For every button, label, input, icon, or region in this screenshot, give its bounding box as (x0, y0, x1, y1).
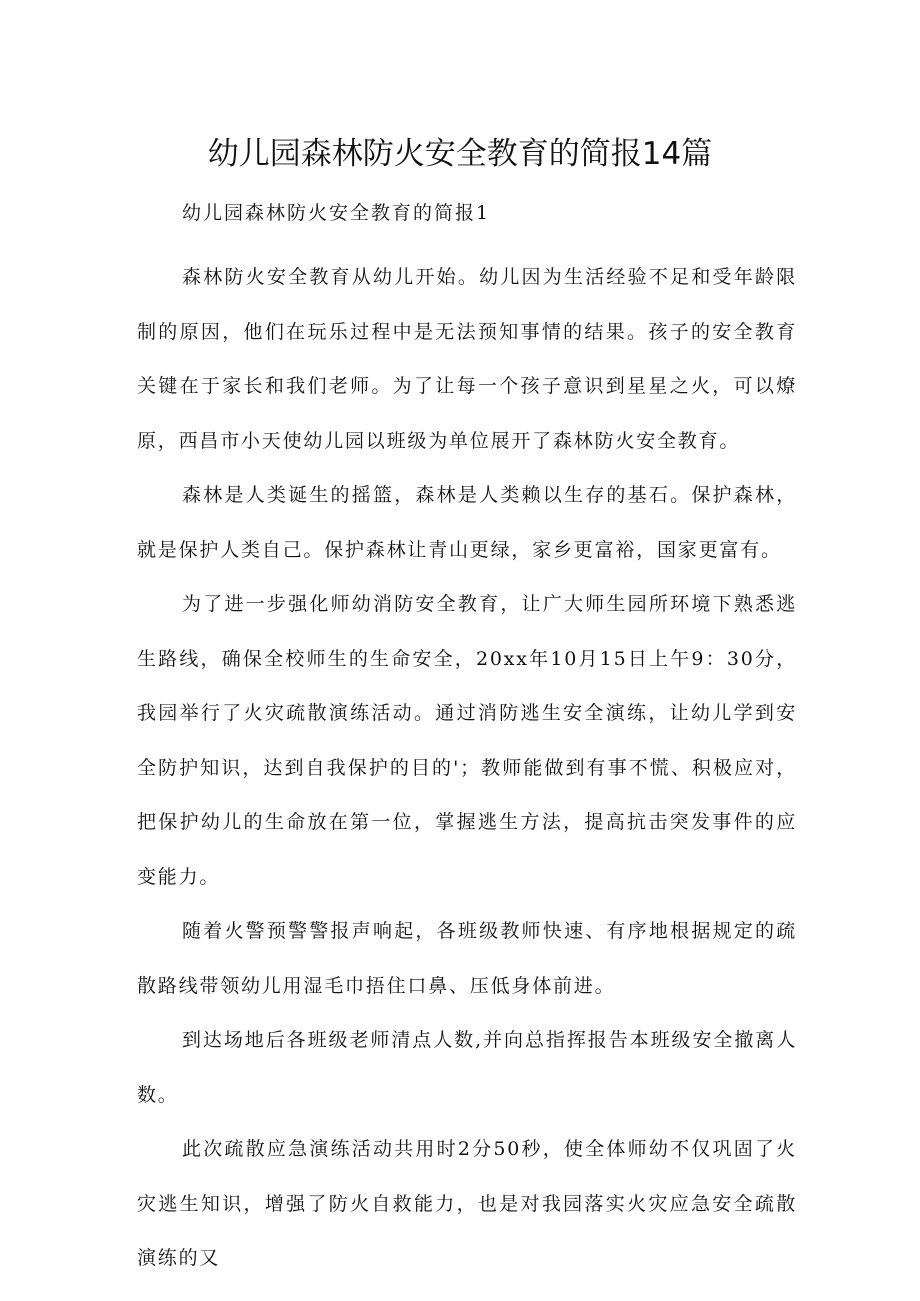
paragraph-4: 随着火警预警警报声响起，各班级教师快速、有序地根据规定的疏散路线带领幼儿用湿毛巾捂住口鼻、压低身体前进。 (137, 920, 797, 997)
paragraph-6: 此次疏散应急演练活动共用时2分50秒，使全体师幼不仅巩固了火灾逃生知识，增强了防火自救能力，也是对我园落实火灾应急安全疏散演练的又 (137, 1138, 797, 1269)
document-body (137, 250, 797, 1286)
paragraph-5: 到达场地后各班级老师清点人数,并向总指挥报告本班级安全撤离人数。 (137, 1029, 797, 1106)
paragraph-3: 为了进一步强化师幼消防安全教育，让广大师生园所环境下熟悉逃生路线，确保全校师生的生命安全，20xx年10月15日上午9：30分，我园举行了火灾疏散演练活动。通过消防逃生安全演练，让幼儿学到安全防护知识，达到自我保护的目的'；教师能做到有事不慌、积极应对，把保护幼儿的生命放在第一位，掌握逃生方法，提高抗击突发事件的应变能力。 (137, 593, 797, 888)
paragraph-2: 森林是人类诞生的摇篮，森林是人类赖以生存的基石。保护森林，就是保护人类自己。保护森林让青山更绿，家乡更富裕，国家更富有。 (137, 484, 797, 561)
document-title: 幼儿园森林防火安全教育的简报14篇 (207, 136, 713, 172)
section-heading: 幼儿园森林防火安全教育的简报1 (182, 202, 491, 224)
paragraph-1: 森林防火安全教育从幼儿开始。幼儿因为生活经验不足和受年龄限制的原因，他们在玩乐过程中是无法预知事情的结果。孩子的安全教育关键在于家长和我们老师。为了让每一个孩子意识到星星之火，可以燎原，西昌市小天使幼儿园以班级为单位展开了森林防火安全教育。 (137, 266, 797, 452)
